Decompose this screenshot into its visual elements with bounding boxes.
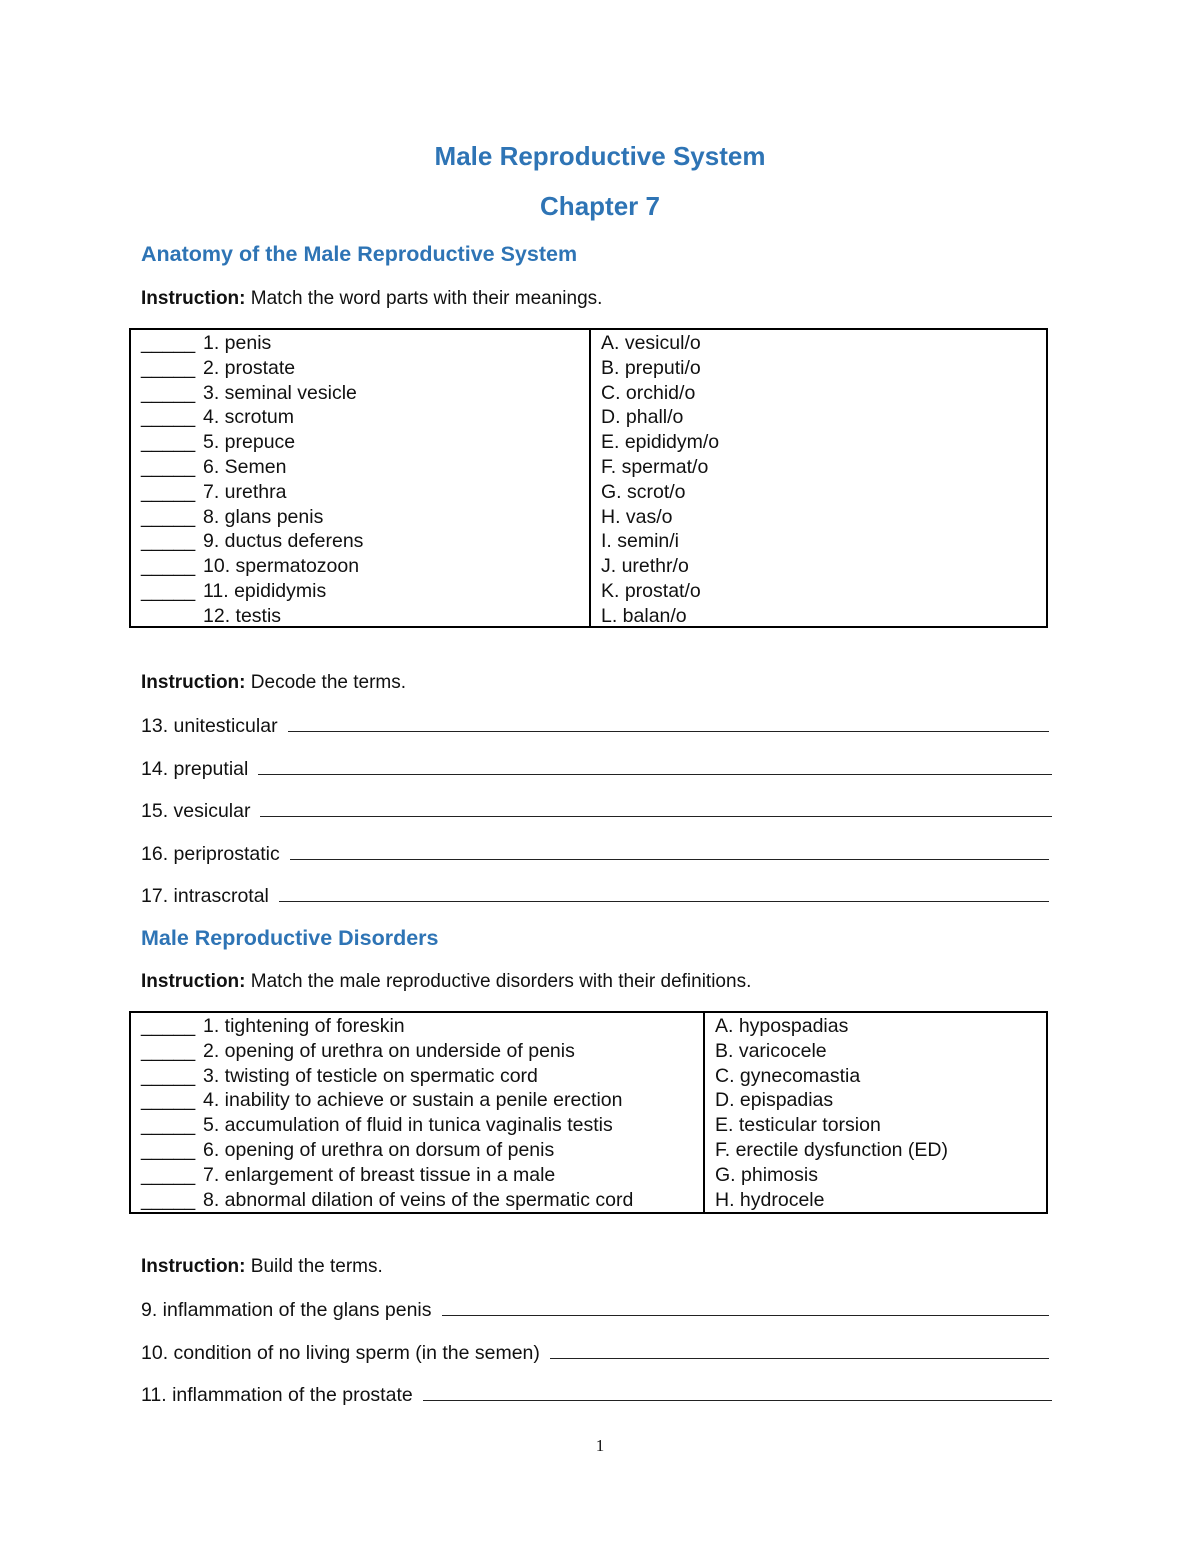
- definition-item: A. hypospadias: [715, 1015, 849, 1037]
- match-row: [141, 405, 589, 430]
- match-row: [141, 1163, 703, 1188]
- term-text: 5. prepuce: [203, 431, 296, 454]
- match-row: [141, 1039, 703, 1064]
- meanings-column: [591, 330, 1046, 626]
- answer-line[interactable]: [550, 1341, 1049, 1359]
- answer-blank[interactable]: _____: [141, 505, 196, 528]
- term-text: 12. testis: [203, 604, 282, 627]
- instruction-text: Match the word parts with their meanings.: [245, 288, 603, 309]
- answer-blank[interactable]: _____: [141, 332, 196, 354]
- disorder-text: 3. twisting of testicle on spermatic cord: [203, 1064, 538, 1087]
- disorder-text: 7. enlargement of breast tissue in a male: [203, 1163, 556, 1186]
- match-row: [141, 331, 589, 356]
- term-text: 11. epididymis: [203, 579, 327, 602]
- build-term: 11. inflammation of the prostate: [141, 1384, 413, 1406]
- instruction-label: Instruction:: [141, 672, 246, 693]
- instruction-text: Decode the terms.: [245, 672, 407, 693]
- decode-item: [141, 799, 1052, 823]
- match-row: [141, 480, 589, 505]
- answer-blank[interactable]: _____: [141, 480, 196, 503]
- disorder-text: 4. inability to achieve or sustain a penile erection: [203, 1089, 623, 1112]
- match-row: [141, 579, 589, 604]
- instruction-build-terms: [141, 1256, 383, 1278]
- term-text: 4. scrotum: [203, 406, 295, 429]
- instruction-text: Build the terms.: [245, 1256, 383, 1277]
- instruction-label: Instruction:: [141, 288, 246, 309]
- match-row: [141, 1014, 703, 1039]
- match-row: [141, 1064, 703, 1089]
- term-text: 8. glans penis: [203, 505, 324, 528]
- definition-item: G. phimosis: [715, 1163, 818, 1186]
- match-row: [141, 554, 589, 579]
- answer-line[interactable]: [423, 1383, 1052, 1401]
- decode-item: [141, 842, 1049, 866]
- disorder-text: 1. tightening of foreskin: [203, 1015, 405, 1037]
- match-row: [141, 455, 589, 480]
- meaning-item: J. urethr/o: [601, 555, 689, 578]
- instruction-label: Instruction:: [141, 971, 246, 992]
- meaning-item: E. epididym/o: [601, 431, 720, 454]
- section-heading-disorders: Male Reproductive Disorders: [141, 926, 439, 950]
- match-row: [141, 1088, 703, 1113]
- word-parts-match-table: [129, 328, 1048, 628]
- build-item: [141, 1298, 1049, 1322]
- answer-blank[interactable]: _____: [141, 1039, 196, 1062]
- match-row: [141, 604, 589, 629]
- decode-term: 15. vesicular: [141, 800, 251, 822]
- decode-term: 17. intrascrotal: [141, 885, 269, 907]
- build-term: 9. inflammation of the glans penis: [141, 1299, 432, 1321]
- term-text: 1. penis: [203, 332, 272, 354]
- decode-item: [141, 757, 1052, 781]
- disorder-text: 8. abnormal dilation of veins of the spermatic cord: [203, 1188, 634, 1211]
- answer-blank[interactable]: _____: [141, 1138, 196, 1161]
- chapter-title: Chapter 7: [540, 191, 660, 221]
- match-row: [141, 430, 589, 455]
- instruction-match-disorders: [141, 971, 751, 993]
- section-heading-anatomy: Anatomy of the Male Reproductive System: [141, 242, 578, 266]
- meaning-item: D. phall/o: [601, 406, 684, 429]
- disorders-match-table: [129, 1011, 1048, 1214]
- meaning-item: B. preputi/o: [601, 356, 701, 379]
- meaning-item: G. scrot/o: [601, 480, 686, 503]
- match-row: [141, 356, 589, 381]
- build-item: [141, 1383, 1052, 1407]
- page-number: 1: [595, 1436, 605, 1455]
- decode-term: 16. periprostatic: [141, 842, 280, 865]
- answer-blank[interactable]: _____: [141, 1064, 196, 1087]
- answer-blank[interactable]: _____: [141, 406, 196, 429]
- answer-blank[interactable]: _____: [141, 1015, 196, 1037]
- answer-blank[interactable]: _____: [141, 455, 196, 478]
- answer-blank[interactable]: _____: [141, 1188, 196, 1211]
- instruction-text: Match the male reproductive disorders with their definitions.: [245, 971, 752, 992]
- answer-line[interactable]: [288, 714, 1049, 732]
- answer-line[interactable]: [442, 1298, 1049, 1316]
- decode-item: [141, 884, 1049, 908]
- decode-item: [141, 714, 1049, 738]
- answer-line[interactable]: [279, 884, 1049, 902]
- match-row: [141, 505, 589, 530]
- terms-column: [131, 330, 591, 626]
- definition-item: F. erectile dysfunction (ED): [715, 1138, 949, 1161]
- answer-blank[interactable]: _____: [141, 555, 196, 578]
- answer-blank[interactable]: _____: [141, 1089, 196, 1112]
- meaning-item: H. vas/o: [601, 505, 673, 528]
- meaning-item: I. semin/i: [601, 530, 680, 553]
- definition-item: C. gynecomastia: [715, 1064, 861, 1087]
- disorder-text: 5. accumulation of fluid in tunica vaginalis testis: [203, 1114, 613, 1137]
- definitions-column: [705, 1013, 1046, 1212]
- answer-blank[interactable]: _____: [141, 356, 196, 379]
- instruction-decode-terms: [141, 672, 406, 694]
- build-term: 10. condition of no living sperm (in the semen): [141, 1341, 540, 1364]
- instruction-match-word-parts: [141, 288, 602, 310]
- instruction-label: Instruction:: [141, 1256, 246, 1277]
- definition-item: B. varicocele: [715, 1039, 827, 1062]
- term-text: 6. Semen: [203, 455, 287, 478]
- match-row: [141, 529, 589, 554]
- disorders-column: [131, 1013, 705, 1212]
- answer-blank[interactable]: _____: [141, 1114, 196, 1137]
- match-row: [141, 1138, 703, 1163]
- definition-item: D. epispadias: [715, 1089, 834, 1112]
- answer-blank[interactable]: _____: [141, 381, 196, 404]
- answer-line[interactable]: [258, 757, 1052, 775]
- decode-term: 14. preputial: [141, 757, 249, 780]
- answer-line[interactable]: [290, 842, 1049, 860]
- answer-blank[interactable]: _____: [141, 579, 196, 602]
- meaning-item: L. balan/o: [601, 604, 687, 627]
- document-title: Male Reproductive System: [434, 141, 766, 171]
- answer-line[interactable]: [260, 799, 1052, 817]
- build-item: [141, 1341, 1049, 1365]
- term-text: 3. seminal vesicle: [203, 381, 357, 404]
- definition-item: H. hydrocele: [715, 1188, 825, 1211]
- meaning-item: A. vesicul/o: [601, 332, 701, 354]
- answer-blank[interactable]: _____: [141, 530, 196, 553]
- answer-blank[interactable]: _____: [141, 1163, 196, 1186]
- disorder-text: 2. opening of urethra on underside of penis: [203, 1039, 575, 1062]
- meaning-item: C. orchid/o: [601, 381, 696, 404]
- meaning-item: F. spermat/o: [601, 455, 709, 478]
- disorder-text: 6. opening of urethra on dorsum of penis: [203, 1138, 555, 1161]
- term-text: 7. urethra: [203, 480, 287, 503]
- definition-item: E. testicular torsion: [715, 1114, 881, 1137]
- meaning-item: K. prostat/o: [601, 579, 701, 602]
- term-text: 10. spermatozoon: [203, 555, 360, 578]
- term-text: 2. prostate: [203, 356, 296, 379]
- decode-term: 13. unitesticular: [141, 715, 278, 737]
- term-text: 9. ductus deferens: [203, 530, 364, 553]
- match-row: [141, 1113, 703, 1138]
- match-row: [141, 381, 589, 406]
- answer-blank[interactable]: _____: [141, 431, 196, 454]
- match-row: [141, 1188, 703, 1213]
